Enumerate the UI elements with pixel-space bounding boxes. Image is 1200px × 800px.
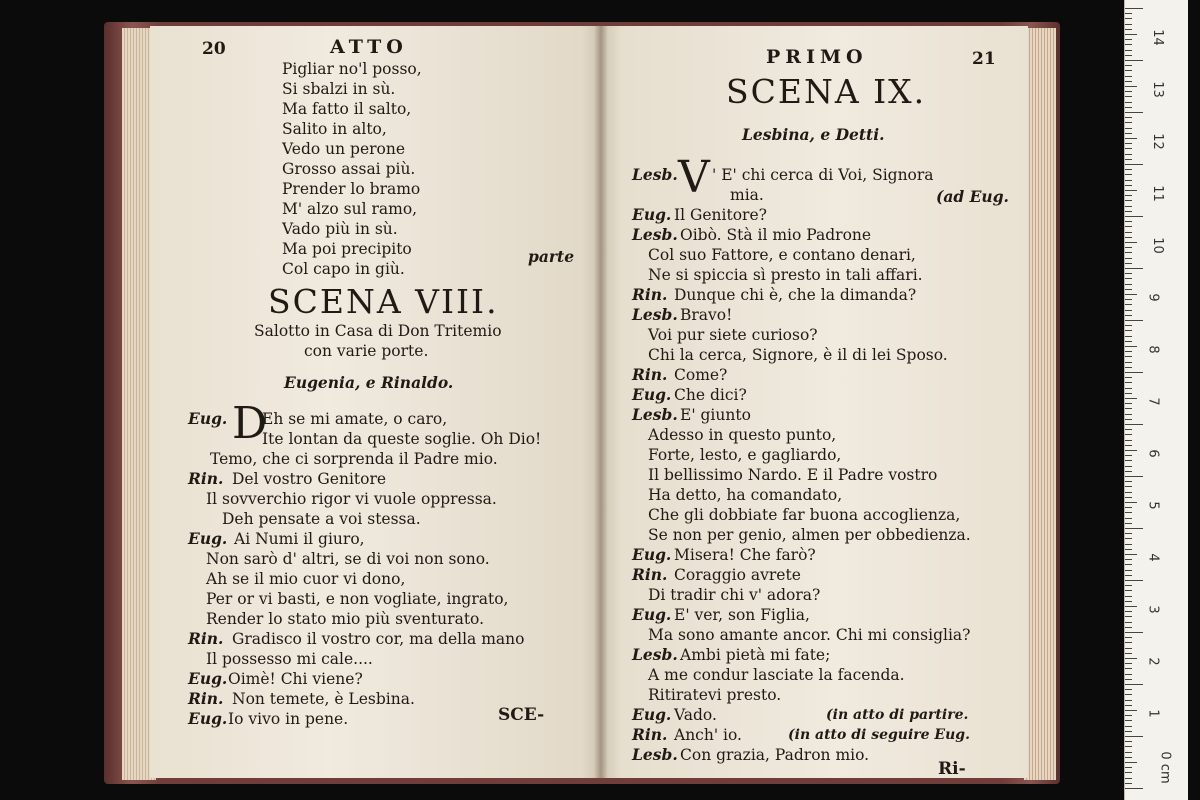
ruler-tick xyxy=(1125,585,1132,586)
speaker: Eug. xyxy=(632,605,672,624)
dialogue-line: Il Genitore? xyxy=(674,206,767,224)
ruler-tick xyxy=(1125,398,1137,399)
ruler-tick xyxy=(1125,715,1132,716)
ruler-tick xyxy=(1125,486,1132,487)
ruler-tick xyxy=(1125,414,1132,415)
ruler-tick xyxy=(1125,237,1132,238)
dialogue-line: Render lo stato mio più sventurato. xyxy=(206,610,485,628)
verse-line: M' alzo sul ramo, xyxy=(282,200,418,218)
ruler-tick xyxy=(1125,382,1132,383)
measurement-ruler xyxy=(1124,0,1188,800)
drop-cap: V xyxy=(678,152,710,203)
dialogue-line: E' ver, son Figlia, xyxy=(674,606,810,624)
ruler-tick xyxy=(1125,294,1137,295)
ruler-tick xyxy=(1125,705,1132,706)
scene-title: SCENA IX. xyxy=(726,72,927,111)
ruler-tick xyxy=(1125,206,1132,207)
ruler-tick xyxy=(1125,689,1132,690)
speaker: Rin. xyxy=(632,285,668,304)
ruler-tick xyxy=(1125,648,1132,649)
speaker: Rin. xyxy=(188,629,224,648)
ruler-tick xyxy=(1125,226,1132,227)
dialogue-line: Temo, che ci sorprenda il Padre mio. xyxy=(210,450,498,468)
ruler-label: 9 xyxy=(1145,293,1161,302)
right-running-head: PRIMO xyxy=(766,46,868,68)
ruler-tick xyxy=(1125,559,1132,560)
speaker: Lesb. xyxy=(632,225,678,244)
ruler-tick xyxy=(1125,564,1132,565)
dialogue-line: Ambi pietà mi fate; xyxy=(680,646,831,664)
ruler-tick xyxy=(1125,471,1132,472)
dialogue-line: Come? xyxy=(674,366,728,384)
ruler-tick xyxy=(1125,289,1132,290)
ruler-tick xyxy=(1125,611,1132,612)
ruler-tick xyxy=(1125,377,1132,378)
dialogue-line: Deh pensate a voi stessa. xyxy=(222,510,421,528)
dialogue-line: Del vostro Genitore xyxy=(232,470,387,488)
ruler-tick xyxy=(1125,315,1132,316)
ruler-tick xyxy=(1125,159,1132,160)
ruler-tick xyxy=(1125,258,1132,259)
left-running-head: ATTO xyxy=(330,36,408,58)
ruler-tick xyxy=(1125,107,1132,108)
ruler-tick xyxy=(1125,434,1132,435)
verse-line: Pigliar no'l posso, xyxy=(282,60,422,78)
ruler-tick xyxy=(1125,580,1143,581)
ruler-tick xyxy=(1125,408,1132,409)
ruler-tick xyxy=(1125,29,1132,30)
stage-direction: (in atto di seguire Eug. xyxy=(788,727,970,743)
ruler-tick xyxy=(1125,445,1132,446)
scene-characters: Lesbina, e Detti. xyxy=(742,125,885,144)
ruler-tick xyxy=(1125,523,1132,524)
ruler-label: 6 xyxy=(1145,449,1161,458)
ruler-label: 13 xyxy=(1149,81,1165,98)
speaker: Rin. xyxy=(188,469,224,488)
ruler-tick xyxy=(1125,403,1132,404)
verse-line: Si sbalzi in sù. xyxy=(282,80,396,98)
ruler-tick xyxy=(1125,627,1132,628)
ruler-tick xyxy=(1125,232,1132,233)
right-page-number: 21 xyxy=(972,49,996,69)
ruler-tick xyxy=(1125,538,1132,539)
speaker: Eug. xyxy=(632,545,672,564)
dialogue-line: A me condur lasciate la facenda. xyxy=(648,666,905,684)
ruler-tick xyxy=(1125,169,1132,170)
ruler-tick xyxy=(1125,174,1132,175)
ruler-tick xyxy=(1125,50,1132,51)
dialogue-line: Che dici? xyxy=(674,386,747,404)
dialogue-line: Voi pur siete curioso? xyxy=(648,326,818,344)
speaker: Eug. xyxy=(632,705,672,724)
ruler-tick xyxy=(1125,679,1132,680)
left-page xyxy=(150,26,600,778)
ruler-tick xyxy=(1125,117,1132,118)
ruler-tick xyxy=(1125,570,1132,571)
ruler-tick xyxy=(1125,590,1132,591)
verse-line: Grosso assai più. xyxy=(282,160,416,178)
dialogue-line: Gradisco il vostro cor, ma della mano xyxy=(232,630,525,648)
ruler-label: 4 xyxy=(1145,553,1161,562)
ruler-tick xyxy=(1125,450,1137,451)
verse-line: Salito in alto, xyxy=(282,120,387,138)
ruler-tick xyxy=(1125,148,1132,149)
ruler-label: 2 xyxy=(1145,657,1161,666)
ruler-tick xyxy=(1125,346,1137,347)
ruler-tick xyxy=(1125,674,1132,675)
ruler-tick xyxy=(1125,44,1132,45)
dialogue-line: Misera! Che farò? xyxy=(674,546,816,564)
ruler-tick xyxy=(1125,284,1132,285)
dialogue-line: mia. xyxy=(730,186,764,204)
speaker: Eug. xyxy=(632,205,672,224)
ruler-tick xyxy=(1125,772,1132,773)
ruler-tick xyxy=(1125,362,1132,363)
dialogue-line: Col suo Fattore, e contano denari, xyxy=(648,246,916,264)
book-gutter xyxy=(594,26,608,778)
ruler-tick xyxy=(1125,128,1132,129)
ruler-tick xyxy=(1125,668,1132,669)
ruler-tick xyxy=(1125,268,1143,269)
speaker: Lesb. xyxy=(632,745,678,764)
speaker: Eug. xyxy=(188,529,228,548)
dialogue-line: Per or vi basti, e non vogliate, ingrato, xyxy=(206,590,509,608)
left-page-number: 20 xyxy=(202,39,226,59)
verse-line: Vedo un perone xyxy=(282,140,406,158)
speaker: Eug. xyxy=(632,385,672,404)
ruler-tick xyxy=(1125,746,1132,747)
ruler-tick xyxy=(1125,502,1137,503)
ruler-tick xyxy=(1125,200,1132,201)
ruler-label: 14 xyxy=(1149,29,1165,46)
ruler-label: 1 xyxy=(1145,709,1161,718)
ruler-label: 3 xyxy=(1145,605,1161,614)
ruler-tick xyxy=(1125,440,1132,441)
ruler-label: 12 xyxy=(1149,133,1165,150)
scene-characters: Eugenia, e Rinaldo. xyxy=(284,373,454,392)
ruler-tick xyxy=(1125,466,1132,467)
dialogue-line: Ite lontan da queste soglie. Oh Dio! xyxy=(262,430,542,448)
verse-line: Vado più in sù. xyxy=(282,220,398,238)
ruler-tick xyxy=(1125,34,1137,35)
ruler-tick xyxy=(1125,460,1132,461)
dialogue-line: Il bellissimo Nardo. E il Padre vostro xyxy=(648,466,938,484)
dialogue-line: Chi la cerca, Signore, è il di lei Sposo. xyxy=(648,346,948,364)
ruler-tick xyxy=(1125,247,1132,248)
stage-direction: (ad Eug. xyxy=(936,187,1009,206)
ruler-tick xyxy=(1125,320,1143,321)
ruler-tick xyxy=(1125,325,1132,326)
dialogue-line: Che gli dobbiate far buona accoglienza, xyxy=(648,506,961,524)
ruler-tick xyxy=(1125,70,1132,71)
verse-line: Ma poi precipito xyxy=(282,240,412,258)
ruler-tick xyxy=(1125,455,1132,456)
ruler-tick xyxy=(1125,429,1132,430)
ruler-tick xyxy=(1125,143,1132,144)
ruler-tick xyxy=(1125,778,1132,779)
ruler-label: 10 xyxy=(1149,237,1165,254)
ruler-tick xyxy=(1125,216,1143,217)
ruler-tick xyxy=(1125,481,1132,482)
ruler-tick xyxy=(1125,663,1132,664)
ruler-tick xyxy=(1125,700,1132,701)
speaker: Rin. xyxy=(632,365,668,384)
ruler-tick xyxy=(1125,731,1132,732)
ruler-tick xyxy=(1125,512,1132,513)
dialogue-line: Non sarò d' altri, se di voi non sono. xyxy=(206,550,490,568)
ruler-tick xyxy=(1125,726,1132,727)
ruler-tick xyxy=(1125,622,1132,623)
ruler-tick xyxy=(1125,102,1132,103)
verse-line: Col capo in giù. xyxy=(282,260,405,278)
dialogue-line: Il possesso mi cale.... xyxy=(206,650,373,668)
ruler-tick xyxy=(1125,195,1132,196)
dialogue-line: Non temete, è Lesbina. xyxy=(232,690,415,708)
ruler-tick xyxy=(1125,549,1132,550)
dialogue-line: E' giunto xyxy=(680,406,751,424)
speaker: Rin. xyxy=(632,565,668,584)
ruler-tick xyxy=(1125,86,1137,87)
ruler-tick xyxy=(1125,528,1143,529)
ruler-tick xyxy=(1125,65,1132,66)
ruler-tick xyxy=(1125,60,1143,61)
ruler-tick xyxy=(1125,544,1132,545)
ruler-tick xyxy=(1125,180,1132,181)
ruler-tick xyxy=(1125,81,1132,82)
ruler-label: 11 xyxy=(1149,185,1165,202)
dialogue-line: Con grazia, Padron mio. xyxy=(680,746,870,764)
ruler-tick xyxy=(1125,393,1132,394)
ruler-tick xyxy=(1125,372,1143,373)
ruler-tick xyxy=(1125,788,1143,789)
dialogue-line: Ha detto, ha comandato, xyxy=(648,486,843,504)
ruler-tick xyxy=(1125,24,1132,25)
dialogue-line: Io vivo in pene. xyxy=(228,710,349,728)
ruler-tick xyxy=(1125,752,1132,753)
ruler-tick xyxy=(1125,138,1137,139)
ruler-tick xyxy=(1125,596,1132,597)
ruler-label: 7 xyxy=(1145,397,1161,406)
ruler-tick xyxy=(1125,388,1132,389)
ruler-label: 5 xyxy=(1145,501,1161,510)
ruler-tick xyxy=(1125,330,1132,331)
ruler-tick xyxy=(1125,767,1132,768)
ruler-tick xyxy=(1125,221,1132,222)
ruler-tick xyxy=(1125,684,1143,685)
ruler-tick xyxy=(1125,419,1132,420)
ruler-tick xyxy=(1125,757,1132,758)
ruler-tick xyxy=(1125,492,1132,493)
ruler-tick xyxy=(1125,783,1132,784)
dialogue-line: Eh se mi amate, o caro, xyxy=(262,410,448,428)
ruler-tick xyxy=(1125,55,1132,56)
dialogue-line: Coraggio avrete xyxy=(674,566,801,584)
ruler-label: 8 xyxy=(1145,345,1161,354)
ruler-tick xyxy=(1125,299,1132,300)
verse-line: Ma fatto il salto, xyxy=(282,100,412,118)
ruler-tick xyxy=(1125,554,1137,555)
ruler-tick xyxy=(1125,653,1132,654)
dialogue-line: Oimè! Chi viene? xyxy=(228,670,363,688)
ruler-tick xyxy=(1125,762,1137,763)
ruler-tick xyxy=(1125,507,1132,508)
ruler-tick xyxy=(1125,642,1132,643)
catchword: Ri- xyxy=(938,759,966,778)
dialogue-line: Ne si spiccia sì presto in tali affari. xyxy=(648,266,923,284)
ruler-tick xyxy=(1125,242,1137,243)
ruler-tick xyxy=(1125,632,1143,633)
dialogue-line: Ah se il mio cuor vi dono, xyxy=(206,570,406,588)
verse-line: Prender lo bramo xyxy=(282,180,421,198)
ruler-tick xyxy=(1125,720,1132,721)
ruler-tick xyxy=(1125,96,1132,97)
dialogue-line: Anch' io. xyxy=(674,726,742,744)
speaker: Eug. xyxy=(188,409,228,428)
ruler-tick xyxy=(1125,91,1132,92)
scene-setting: con varie porte. xyxy=(304,342,429,360)
ruler-tick xyxy=(1125,112,1143,113)
ruler-tick xyxy=(1125,518,1132,519)
ruler-tick xyxy=(1125,637,1132,638)
speaker: Rin. xyxy=(188,689,224,708)
speaker: Eug. xyxy=(188,709,228,728)
ruler-tick xyxy=(1125,122,1132,123)
dialogue-line: ' E' chi cerca di Voi, Signora xyxy=(712,166,934,184)
speaker: Rin. xyxy=(632,725,668,744)
stage-direction: (in atto di partire. xyxy=(826,707,969,723)
stage-direction: parte xyxy=(528,247,575,266)
ruler-tick xyxy=(1125,424,1143,425)
ruler-tick xyxy=(1125,658,1137,659)
ruler-tick xyxy=(1125,13,1132,14)
speaker: Lesb. xyxy=(632,645,678,664)
ruler-tick xyxy=(1125,606,1137,607)
ruler-tick xyxy=(1125,252,1132,253)
scene-setting: Salotto in Casa di Don Tritemio xyxy=(254,322,502,340)
ruler-tick xyxy=(1125,154,1132,155)
ruler-tick xyxy=(1125,616,1132,617)
speaker: Lesb. xyxy=(632,165,678,184)
ruler-tick xyxy=(1125,336,1132,337)
speaker: Lesb. xyxy=(632,305,678,324)
ruler-tick xyxy=(1125,133,1132,134)
ruler-tick xyxy=(1125,273,1132,274)
page-edges-right xyxy=(1024,28,1056,780)
dialogue-line: Se non per genio, almen per obbedienza. xyxy=(648,526,971,544)
dialogue-line: Ritiratevi presto. xyxy=(648,686,782,704)
dialogue-line: Ai Numi il giuro, xyxy=(234,530,365,548)
dialogue-line: Vado. xyxy=(674,706,717,724)
ruler-tick xyxy=(1125,304,1132,305)
dialogue-line: Forte, lesto, e gagliardo, xyxy=(648,446,842,464)
dialogue-line: Ma sono amante ancor. Chi mi consiglia? xyxy=(648,626,971,644)
dialogue-line: Oibò. Stà il mio Padrone xyxy=(680,226,872,244)
ruler-tick xyxy=(1125,185,1132,186)
ruler-tick xyxy=(1125,211,1132,212)
drop-cap: D xyxy=(232,398,268,449)
ruler-tick xyxy=(1125,575,1132,576)
speaker: Lesb. xyxy=(632,405,678,424)
ruler-tick xyxy=(1125,710,1137,711)
ruler-tick xyxy=(1125,356,1132,357)
speaker: Eug. xyxy=(188,669,228,688)
dialogue-line: Il sovverchio rigor vi vuole oppressa. xyxy=(206,490,497,508)
ruler-tick xyxy=(1125,76,1132,77)
right-page xyxy=(600,26,1028,778)
ruler-tick xyxy=(1125,278,1132,279)
scene-title: SCENA VIII. xyxy=(268,282,499,321)
dialogue-line: Bravo! xyxy=(680,306,733,324)
ruler-tick xyxy=(1125,310,1132,311)
ruler-tick xyxy=(1125,190,1137,191)
ruler-tick xyxy=(1125,533,1132,534)
ruler-tick xyxy=(1125,476,1143,477)
ruler-tick xyxy=(1125,367,1132,368)
ruler-tick xyxy=(1125,341,1132,342)
ruler-tick xyxy=(1125,18,1132,19)
ruler-label: 0 cm xyxy=(1157,751,1173,784)
ruler-tick xyxy=(1125,497,1132,498)
dialogue-line: Dunque chi è, che la dimanda? xyxy=(674,286,917,304)
ruler-tick xyxy=(1125,741,1132,742)
dialogue-line: Di tradir chi v' adora? xyxy=(648,586,821,604)
ruler-tick xyxy=(1125,601,1132,602)
ruler-tick xyxy=(1125,351,1132,352)
dialogue-line: Adesso in questo punto, xyxy=(648,426,837,444)
ruler-tick xyxy=(1125,39,1132,40)
ruler-tick xyxy=(1125,263,1132,264)
catchword: SCE- xyxy=(498,705,545,725)
ruler-tick xyxy=(1125,694,1132,695)
ruler-tick xyxy=(1125,8,1143,9)
ruler-tick xyxy=(1125,736,1143,737)
ruler-tick xyxy=(1125,164,1143,165)
